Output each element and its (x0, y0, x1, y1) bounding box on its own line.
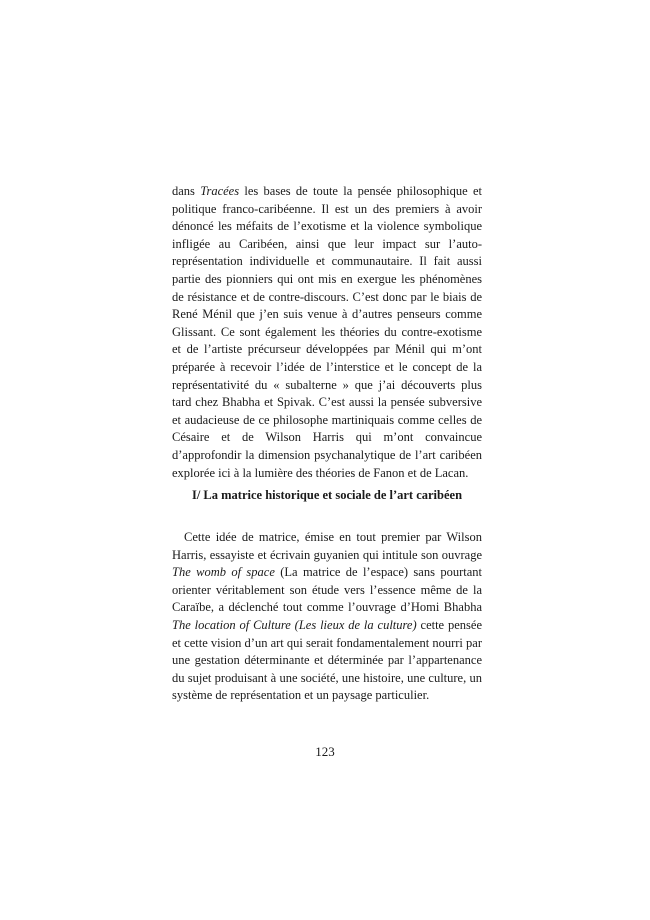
section-heading: I/ La matrice historique et sociale de l’art caribéen (191, 488, 463, 502)
book-title-womb-of-space: The womb of space (172, 565, 275, 580)
paragraph-text: cette pensée et cette vision d’un art qui serait fondamentalement nourri par une gestation déterminante et déterminée par l’appartenance du sujet produisant à une société, une histoire, une culture, un système de représentation et un paysage particulier. (172, 617, 482, 703)
paragraph-text: les bases de toute la pensée philosophique et politique franco-caribéenne. Il est un des premiers à avoir dénoncé les méfaits de l’exotisme et la violence symbolique infligée au Caribéen, ainsi que leur impact sur l’auto-représentation individuelle et communautaire. Il fait aussi partie des pionniers qui ont mis en exergue les phénomènes de résistance et de contre-discours. C’est donc par le biais de René Ménil que j’en suis venue à d’autres penseurs comme Glissant. Ce sont également les théories du contre-exotisme et de l’artiste précurseur développées par Ménil qui m’ont préparée à recevoir l’idée de l’interstice et le concept de la représentativité du « subalterne » que j’ai découverts plus tard chez Bhabha et Spivak. C’est aussi la pensée subversive et audacieuse de ce philosophe martiniquais comme celles de Césaire et de Wilson Harris qui m’ont convaincue d’approfondir la dimension psychanalytique de l’art caribéen explorée ici à la lumière des théories de Fanon et de Lacan. (172, 184, 482, 480)
page-number: 123 (315, 744, 335, 759)
body-paragraph-continued (172, 183, 482, 482)
body-paragraph-section (172, 529, 482, 705)
paragraph-text: dans (172, 184, 201, 198)
paragraph-text: Cette idée de matrice, émise en tout premier par Wilson Harris, essayiste et écrivain guyanien qui intitule son ouvrage (172, 530, 482, 562)
paragraph-text: (La matrice de l’espace) sans pourtant orienter véritablement son étude vers l’essence même de la Caraïbe, a déclenché tout comme l’ouvrage d’Homi Bhabha (172, 565, 482, 615)
book-title-tracees: Tracées (200, 184, 240, 198)
book-title-location-of-culture: The location of Culture (Les lieux de la culture) (172, 617, 417, 632)
